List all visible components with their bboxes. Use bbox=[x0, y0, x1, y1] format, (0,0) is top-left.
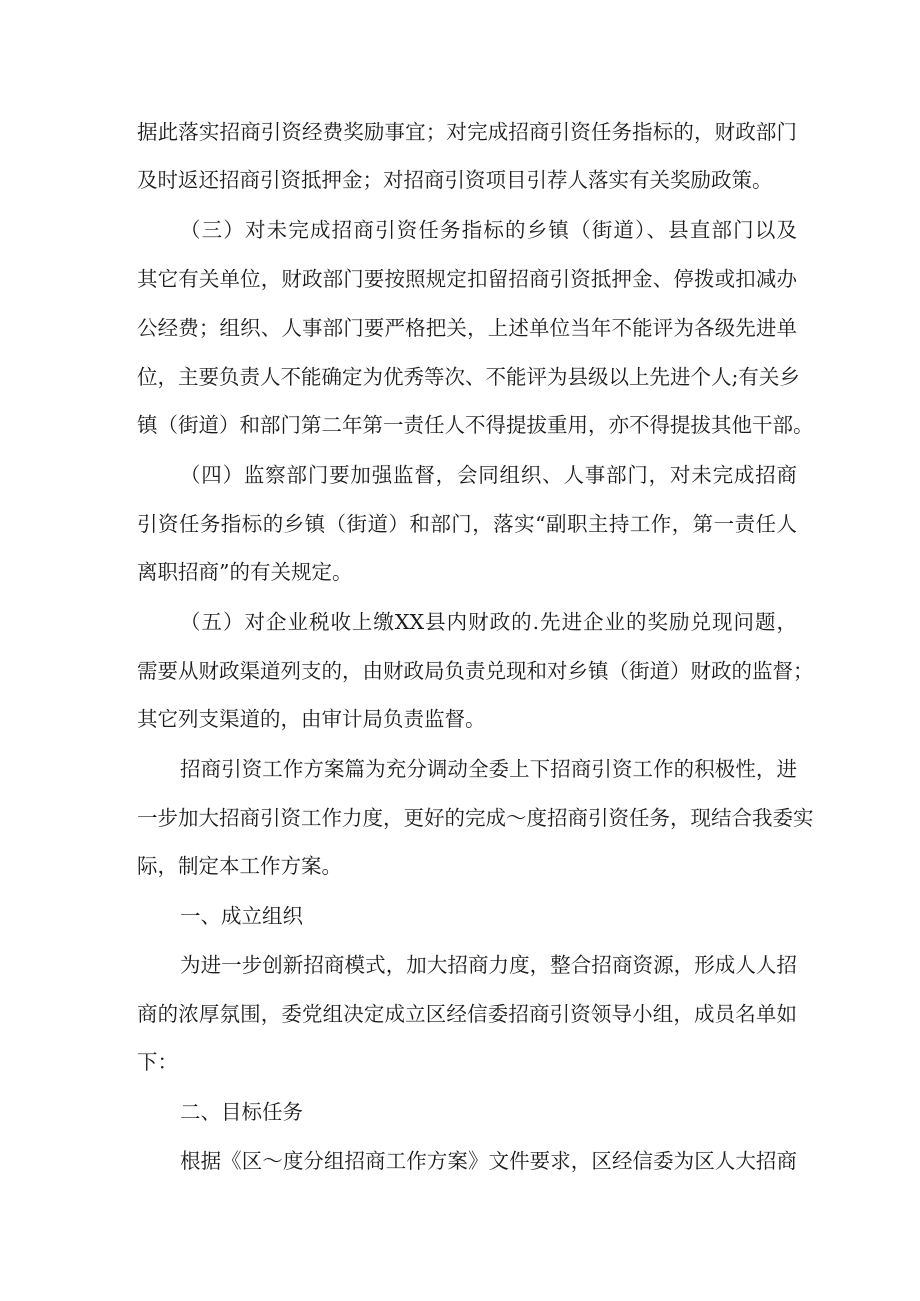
paragraph-line: 下： bbox=[137, 1050, 178, 1074]
paragraph-line: 需要从财政渠道列支的，由财政局负责兑现和对乡镇（街道）财政的监督； bbox=[137, 659, 814, 683]
paragraph-line: 镇（街道）和部门第二年第一责任人不得提拔重用，亦不得提拔其他干部。 bbox=[137, 413, 814, 437]
paragraph-line: 际，制定本工作方案。 bbox=[137, 854, 342, 878]
paragraph-line: 引资任务指标的乡镇（街道）和部门，落实“副职主持工作，第一责任人 bbox=[137, 512, 797, 536]
paragraph-line: 招商引资工作方案篇为充分调动全委上下招商引资工作的积极性，进 bbox=[180, 757, 797, 781]
paragraph-line: 位，主要负责人不能确定为优秀等次、不能评为县级以上先进个人;有关乡 bbox=[137, 365, 800, 389]
paragraph-line: （三）对未完成招商引资任务指标的乡镇（街道）、县直部门以及 bbox=[180, 218, 797, 242]
paragraph-line: 商的浓厚氛围，委党组决定成立区经信委招商引资领导小组，成员名单如 bbox=[137, 1002, 797, 1026]
paragraph-line: 根据《区～度分组招商工作方案》文件要求，区经信委为区人大招商 bbox=[180, 1149, 797, 1173]
paragraph-line: （四）监察部门要加强监督，会同组织、人事部门，对未完成招商 bbox=[180, 463, 797, 487]
paragraph-line: 离职招商”的有关规定。 bbox=[137, 560, 353, 584]
paragraph-line: 为进一步创新招商模式，加大招商力度，整合招商资源，形成人人招 bbox=[180, 953, 797, 977]
paragraph-line: （五）对企业税收上缴XX县内财政的.先进企业的奖励兑现问题， bbox=[180, 610, 797, 634]
section-heading: 二、目标任务 bbox=[180, 1100, 303, 1124]
paragraph-line: 其它列支渠道的，由审计局负责监督。 bbox=[137, 707, 486, 731]
paragraph-line: 及时返还招商引资抵押金；对招商引资项目引荐人落实有关奖励政策。 bbox=[137, 168, 773, 192]
paragraph-line: 公经费；组织、人事部门要严格把关，上述单位当年不能评为各级先进单 bbox=[137, 316, 797, 340]
paragraph-line: 一步加大招商引资工作力度，更好的完成～度招商引资任务，现结合我委实 bbox=[137, 806, 814, 830]
section-heading: 一、成立组织 bbox=[180, 904, 303, 928]
paragraph-line: 据此落实招商引资经费奖励事宜；对完成招商引资任务指标的，财政部门 bbox=[137, 120, 797, 144]
paragraph-line: 其它有关单位，财政部门要按照规定扣留招商引资抵押金、停拨或扣减办 bbox=[137, 267, 797, 291]
